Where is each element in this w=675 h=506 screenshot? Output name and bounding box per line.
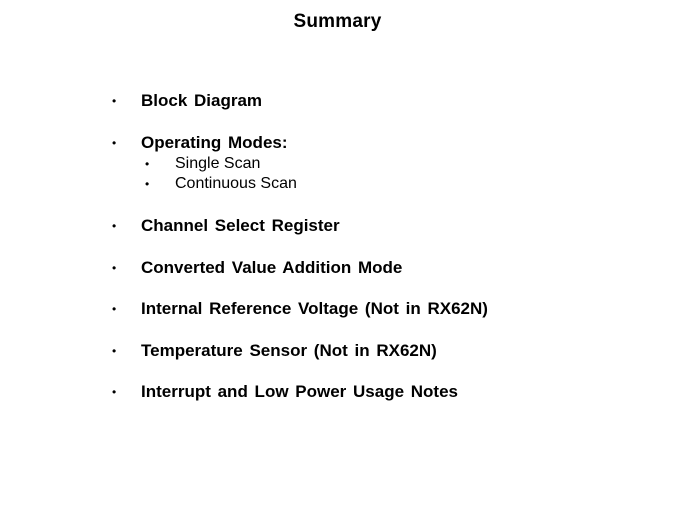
sub-bullet-icon: • <box>145 157 150 171</box>
bullet-icon: • <box>112 344 117 358</box>
sub-item-label: Continuous Scan <box>175 175 297 192</box>
list-item-label: Channel Select Register <box>141 216 340 235</box>
bullet-icon: • <box>112 302 117 316</box>
bullet-icon: • <box>112 261 117 275</box>
list-item-label: Operating Modes: <box>141 133 288 152</box>
list-item-label: Block Diagram <box>141 91 263 110</box>
slide-title: Summary <box>293 11 382 32</box>
list-item-label: Internal Reference Voltage (Not in RX62N) <box>141 299 488 318</box>
sub-item-label: Single Scan <box>175 155 261 172</box>
bullet-icon: • <box>112 94 117 108</box>
bullet-icon: • <box>112 385 117 399</box>
sub-bullet-icon: • <box>145 177 150 191</box>
list-item-label: Interrupt and Low Power Usage Notes <box>141 382 458 401</box>
list-item-label: Temperature Sensor (Not in RX62N) <box>141 341 437 360</box>
bullet-icon: • <box>112 136 117 150</box>
bullet-icon: • <box>112 219 117 233</box>
list-item-label: Converted Value Addition Mode <box>141 258 403 277</box>
